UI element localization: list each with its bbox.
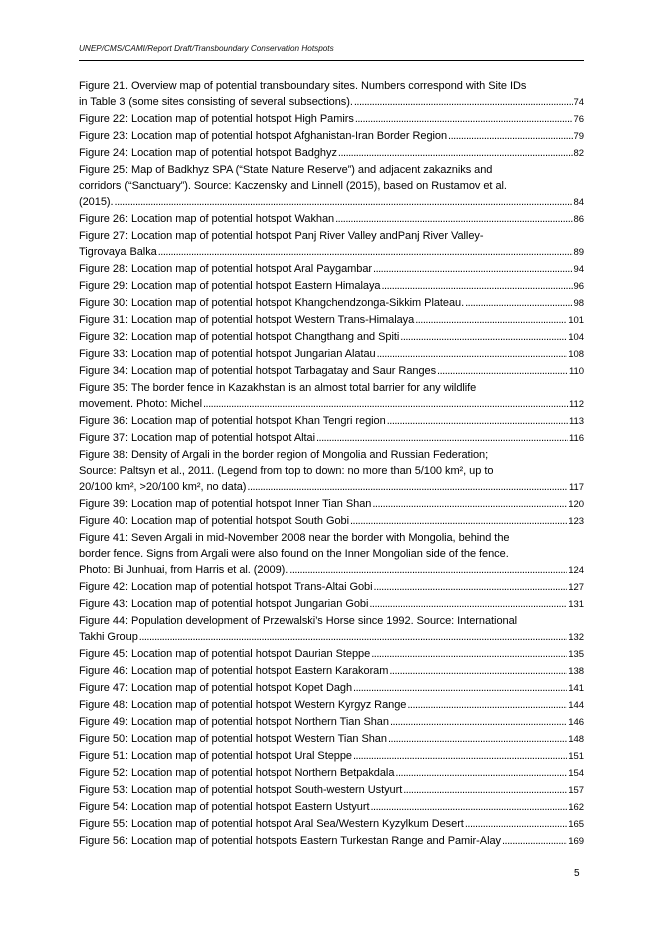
dot-leader <box>354 94 573 110</box>
toc-entry[interactable] <box>79 447 584 496</box>
toc-entry[interactable] <box>79 346 584 363</box>
toc-entry[interactable] <box>79 579 584 596</box>
toc-entry[interactable] <box>79 295 584 312</box>
toc-entry-text: Figure 36: Location map of potential hotspot Khan Tengri region <box>79 415 386 427</box>
toc-entry[interactable] <box>79 513 584 530</box>
toc-page-number: 162 <box>568 802 584 813</box>
toc-entry-text: Figure 42: Location map of potential hotspot Trans-Altai Gobi <box>79 581 373 593</box>
dot-leader <box>371 646 567 662</box>
toc-entry-text: Figure 51: Location map of potential hotspot Ural Steppe <box>79 750 352 762</box>
toc-page-number: 146 <box>568 717 584 728</box>
toc-entry[interactable] <box>79 261 584 278</box>
dot-leader <box>465 816 567 832</box>
toc-entry[interactable] <box>79 329 584 346</box>
header-rule <box>79 60 584 61</box>
dot-leader <box>387 413 568 429</box>
toc-entry[interactable] <box>79 596 584 613</box>
dot-leader <box>350 513 567 529</box>
dot-leader <box>316 430 568 446</box>
toc-entry[interactable] <box>79 663 584 680</box>
toc-page-number: 112 <box>569 399 584 410</box>
toc-page-number: 98 <box>573 298 584 309</box>
dot-leader <box>289 562 567 578</box>
toc-entry-text: Figure 41: Seven Argali in mid-November 2008 near the border with Mongolia, behind the <box>79 532 510 544</box>
dot-leader <box>335 211 572 227</box>
toc-page-number: 79 <box>573 131 584 142</box>
toc-page-number: 154 <box>568 768 584 779</box>
page-number: 5 <box>574 868 580 879</box>
toc-entry[interactable] <box>79 765 584 782</box>
dot-leader <box>338 145 573 161</box>
toc-entry-text: Figure 56: Location map of potential hotspots Eastern Turkestan Range and Pamir-Alay <box>79 835 501 847</box>
dot-leader <box>403 782 567 798</box>
toc-page-number: 82 <box>573 148 584 159</box>
dot-leader <box>374 579 568 595</box>
toc-entry-text: Figure 49: Location map of potential hotspot Northern Tian Shan <box>79 716 389 728</box>
toc-entry[interactable] <box>79 697 584 714</box>
dot-leader <box>353 748 567 764</box>
toc-page-number: 138 <box>568 666 584 677</box>
toc-page-number: 131 <box>568 599 584 610</box>
toc-entry[interactable] <box>79 278 584 295</box>
toc-page-number: 110 <box>569 366 584 377</box>
dot-leader <box>465 295 572 311</box>
dot-leader <box>372 496 567 512</box>
toc-entry-text: Figure 45: Location map of potential hotspot Daurian Steppe <box>79 648 371 660</box>
toc-entry[interactable] <box>79 145 584 162</box>
toc-entry-text: Figure 53: Location map of potential hotspot South-western Ustyurt <box>79 784 403 796</box>
toc-entry-text: Figure 31: Location map of potential hotspot Western Trans-Himalaya <box>79 314 415 326</box>
dot-leader <box>437 363 568 379</box>
toc-entry[interactable] <box>79 799 584 816</box>
toc-entry[interactable] <box>79 312 584 329</box>
toc-entry-text: Figure 50: Location map of potential hotspot Western Tian Shan <box>79 733 387 745</box>
toc-page-number: 148 <box>568 734 584 745</box>
dot-leader <box>407 697 567 713</box>
toc-page-number: 151 <box>568 751 584 762</box>
dot-leader <box>381 278 572 294</box>
toc-page-number: 96 <box>573 281 584 292</box>
toc-page-number: 117 <box>569 482 584 493</box>
toc-page-number: 157 <box>568 785 584 796</box>
toc-entry[interactable] <box>79 496 584 513</box>
toc-entry-text: border fence. Signs from Argali were also found on the Inner Mongolian side of the fence. <box>79 548 509 560</box>
toc-entry-text: movement. Photo: Michel <box>79 398 202 410</box>
toc-entry[interactable] <box>79 646 584 663</box>
toc-entry[interactable] <box>79 782 584 799</box>
toc-entry-text: Figure 24: Location map of potential hotspot Badghyz <box>79 147 337 159</box>
toc-entry[interactable] <box>79 211 584 228</box>
toc-entry-text: Figure 44: Population development of Przewalski’s Horse since 1992. Source: International <box>79 615 518 627</box>
toc-page-number: 169 <box>568 836 584 847</box>
toc-entry[interactable] <box>79 816 584 833</box>
dot-leader <box>373 261 573 277</box>
toc-entry-text: Figure 38: Density of Argali in the border region of Mongolia and Russian Federation; <box>79 449 489 461</box>
toc-page-number: 108 <box>568 349 584 360</box>
dot-leader <box>415 312 567 328</box>
toc-entry-text: Figure 48: Location map of potential hotspot Western Kyrgyz Range <box>79 699 407 711</box>
toc-page-number: 101 <box>568 315 584 326</box>
toc-entry-text: Figure 27: Location map of potential hotspot Panj River Valley andPanj River Valley- <box>79 230 484 242</box>
dot-leader <box>448 128 572 144</box>
toc-entry[interactable] <box>79 128 584 145</box>
toc-page-number: 104 <box>568 332 584 343</box>
toc-entry-text: Source: Paltsyn et al., 2011. (Legend from top to down: no more than 5/100 km², up to <box>79 465 494 477</box>
toc-entry-text: Figure 52: Location map of potential hotspot Northern Betpakdala <box>79 767 395 779</box>
toc-entry-text: Figure 47: Location map of potential hotspot Kopet Dagh <box>79 682 353 694</box>
toc-entry-text: Figure 35: The border fence in Kazakhstan is an almost total barrier for any wildlife <box>79 382 477 394</box>
list-of-figures <box>79 78 584 850</box>
dot-leader <box>371 799 568 815</box>
toc-entry-text: Figure 43: Location map of potential hotspot Jungarian Gobi <box>79 598 369 610</box>
toc-page-number: 165 <box>568 819 584 830</box>
dot-leader <box>158 244 573 260</box>
toc-entry-text: Figure 37: Location map of potential hotspot Altai <box>79 432 315 444</box>
toc-entry[interactable] <box>79 613 584 646</box>
toc-entry[interactable] <box>79 748 584 765</box>
running-header: UNEP/CMS/CAMI/Report Draft/Transboundary Conservation Hotspots <box>79 44 334 53</box>
toc-entry-text: Figure 28: Location map of potential hotspot Aral Paygambar <box>79 263 373 275</box>
dot-leader <box>395 765 567 781</box>
dot-leader <box>388 731 567 747</box>
toc-page-number: 132 <box>568 632 584 643</box>
toc-page-number: 116 <box>569 433 584 444</box>
dot-leader <box>353 680 567 696</box>
toc-page-number: 120 <box>568 499 584 510</box>
dot-leader <box>377 346 568 362</box>
toc-entry-text: Figure 23: Location map of potential hotspot Afghanistan-Iran Border Region <box>79 130 448 142</box>
dot-leader <box>247 479 568 495</box>
toc-page-number: 94 <box>573 264 584 275</box>
toc-entry-text: Figure 30: Location map of potential hotspot Khangchendzonga-Sikkim Plateau. <box>79 297 465 309</box>
toc-entry-text: Takhi Group <box>79 631 138 643</box>
toc-entry[interactable] <box>79 162 584 211</box>
toc-entry-text: Figure 39: Location map of potential hotspot Inner Tian Shan <box>79 498 372 510</box>
toc-page-number: 76 <box>573 114 584 125</box>
toc-entry-text: Figure 21. Overview map of potential transboundary sites. Numbers correspond with Site IDs <box>79 80 527 92</box>
dot-leader <box>390 714 567 730</box>
toc-page-number: 135 <box>568 649 584 660</box>
toc-entry[interactable] <box>79 833 584 850</box>
toc-entry-text: Figure 40: Location map of potential hotspot South Gobi <box>79 515 349 527</box>
toc-page-number: 74 <box>573 97 584 108</box>
toc-page-number: 141 <box>568 683 584 694</box>
toc-page-number: 89 <box>573 247 584 258</box>
dot-leader <box>115 194 573 210</box>
dot-leader <box>139 629 568 645</box>
toc-entry[interactable] <box>79 78 584 111</box>
toc-entry-text: (2015). <box>79 196 114 208</box>
toc-page-number: 123 <box>568 516 584 527</box>
toc-entry-text: Figure 54: Location map of potential hotspot Eastern Ustyurt <box>79 801 370 813</box>
toc-entry[interactable] <box>79 530 584 579</box>
toc-page-number: 127 <box>568 582 584 593</box>
toc-entry-text: Figure 34: Location map of potential hotspot Tarbagatay and Saur Ranges <box>79 365 437 377</box>
toc-entry-text: Photo: Bi Junhuai, from Harris et al. (2009). <box>79 564 289 576</box>
toc-entry-text: Figure 46: Location map of potential hotspot Eastern Karakoram <box>79 665 389 677</box>
toc-entry-text: corridors (“Sanctuary”). Source: Kaczensky and Linnell (2015), based on Rustamov et al. <box>79 180 507 192</box>
toc-entry-text: in Table 3 (some sites consisting of several subsections). <box>79 96 353 108</box>
toc-page-number: 84 <box>573 197 584 208</box>
toc-entry-text: 20/100 km², >20/100 km², no data) <box>79 481 247 493</box>
dot-leader <box>389 663 567 679</box>
toc-page-number: 113 <box>569 416 584 427</box>
toc-entry[interactable] <box>79 363 584 380</box>
dot-leader <box>369 596 567 612</box>
toc-entry-text: Figure 25: Map of Badkhyz SPA (“State Nature Reserve”) and adjacent zakazniks and <box>79 164 493 176</box>
dot-leader <box>502 833 567 849</box>
toc-entry-text: Tigrovaya Balka <box>79 246 157 258</box>
toc-entry-text: Figure 32: Location map of potential hotspot Changthang and Spiti <box>79 331 400 343</box>
toc-entry[interactable] <box>79 228 584 261</box>
dot-leader <box>203 396 568 412</box>
dot-leader <box>400 329 567 345</box>
dot-leader <box>355 111 573 127</box>
toc-entry[interactable] <box>79 731 584 748</box>
toc-entry[interactable] <box>79 413 584 430</box>
toc-page-number: 124 <box>568 565 584 576</box>
toc-entry-text: Figure 29: Location map of potential hotspot Eastern Himalaya <box>79 280 381 292</box>
toc-entry-text: Figure 26: Location map of potential hotspot Wakhan <box>79 213 335 225</box>
toc-page-number: 144 <box>568 700 584 711</box>
toc-entry[interactable] <box>79 714 584 731</box>
toc-entry[interactable] <box>79 680 584 697</box>
toc-entry[interactable] <box>79 380 584 413</box>
toc-entry[interactable] <box>79 430 584 447</box>
toc-page-number: 86 <box>573 214 584 225</box>
toc-entry-text: Figure 33: Location map of potential hotspot Jungarian Alatau <box>79 348 376 360</box>
toc-entry-text: Figure 55: Location map of potential hotspot Aral Sea/Western Kyzylkum Desert <box>79 818 464 830</box>
toc-entry[interactable] <box>79 111 584 128</box>
toc-entry-text: Figure 22: Location map of potential hotspot High Pamirs <box>79 113 354 125</box>
